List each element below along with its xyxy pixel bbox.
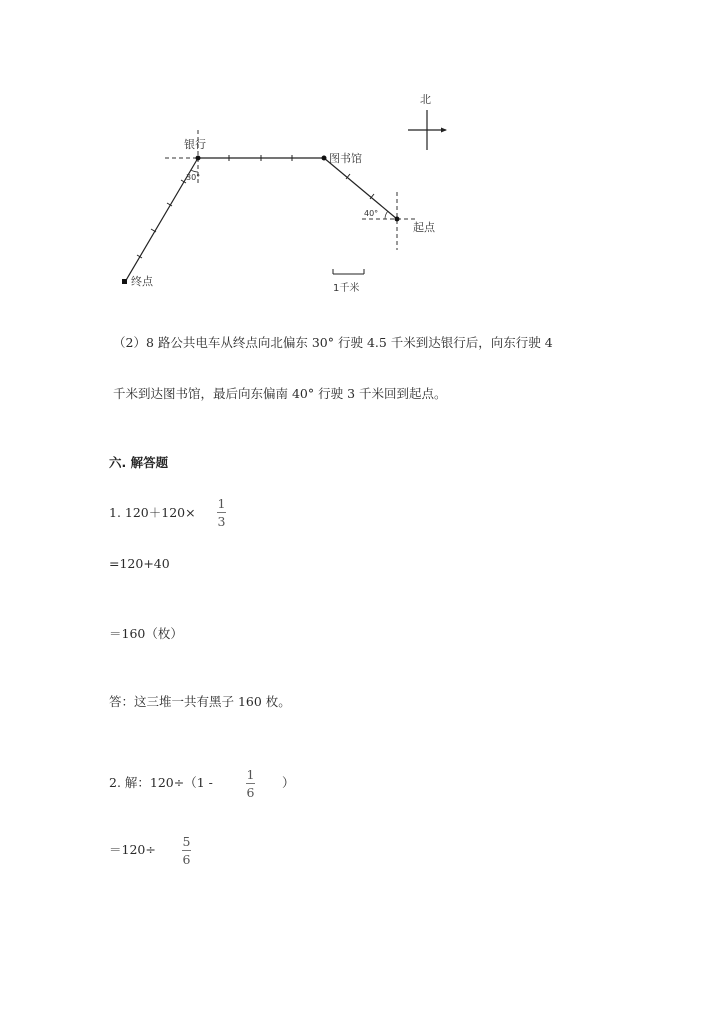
- q1-answer: 答：这三堆一共有黑子 160 枚。: [109, 694, 291, 709]
- q1-fraction: [217, 496, 226, 529]
- route-library-to-start: [324, 158, 397, 219]
- end-label: 终点: [131, 275, 153, 288]
- q1-step1: =120+40: [109, 556, 170, 571]
- q2-close-paren: ）: [282, 775, 295, 790]
- q2-expression: 2. 解：120÷（1 -: [109, 775, 213, 790]
- library-label: 图书馆: [329, 152, 362, 165]
- bank-point: [196, 156, 201, 161]
- q1-fraction-numerator: 1: [217, 496, 226, 511]
- bank-label: 银行: [184, 138, 206, 151]
- scale-label: 1千米: [333, 283, 360, 294]
- q2-step1: ＝120÷: [109, 842, 156, 857]
- q2-fraction2-denominator: 6: [182, 852, 191, 867]
- q2-fraction-denominator: 6: [246, 785, 255, 800]
- part2-line1: （2）8 路公共电车从终点向北偏东 30° 行驶 4.5 千米到达银行后，向东行驶 4: [113, 335, 553, 350]
- start-label: 起点: [413, 221, 435, 234]
- q1-fraction-denominator: 3: [217, 514, 226, 529]
- angle-start-label: 40°: [364, 209, 379, 218]
- section-title: 六. 解答题: [109, 455, 169, 470]
- q2-fraction: [246, 767, 255, 800]
- angle-bank-label: 30°: [186, 173, 201, 182]
- part2-line2: 千米到达图书馆，最后向东偏南 40° 行驶 3 千米回到起点。: [113, 386, 447, 401]
- q1-step2: ＝160（枚）: [109, 626, 183, 641]
- north-label: 北: [420, 93, 431, 106]
- q2-fraction-numerator: 1: [246, 767, 255, 782]
- compass-icon: [408, 110, 447, 150]
- q1-expression: 1. 120＋120×: [109, 505, 196, 520]
- angle-arc-bank: [191, 170, 198, 172]
- scale-bar: [333, 269, 364, 274]
- q2-fraction2: [182, 834, 191, 867]
- end-point: [122, 279, 127, 284]
- angle-arc-start: [385, 211, 388, 219]
- q2-fraction2-numerator: 5: [182, 834, 191, 849]
- start-point: [395, 217, 400, 222]
- library-point: [322, 156, 327, 161]
